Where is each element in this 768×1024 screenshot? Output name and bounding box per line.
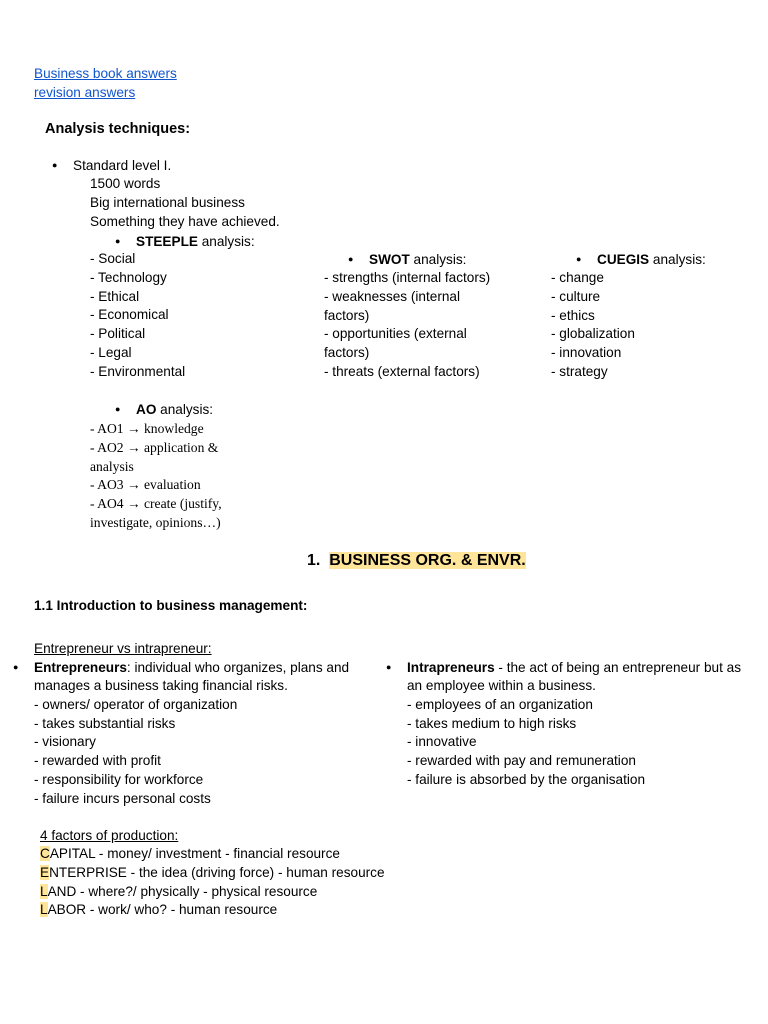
steeple-item: - Ethical bbox=[90, 288, 140, 304]
intrapreneurs-line: - takes medium to high risks bbox=[407, 715, 577, 731]
ao-name: AO bbox=[136, 402, 157, 417]
steeple-name: STEEPLE bbox=[136, 234, 198, 249]
section-title: BUSINESS ORG. & ENVR. bbox=[329, 552, 526, 569]
cuegis-item: - globalization bbox=[551, 326, 635, 342]
swot-item: factors) bbox=[324, 345, 370, 361]
intrapreneurs-line: - rewarded with pay and remuneration bbox=[407, 753, 636, 769]
cuegis-name: CUEGIS bbox=[597, 252, 650, 267]
intrapreneurs-line: - employees of an organization bbox=[407, 696, 593, 712]
steeple-suffix: analysis: bbox=[197, 234, 255, 249]
standard-line: Something they have achieved. bbox=[90, 213, 280, 229]
entrepreneurs-line: - owners/ operator of organization bbox=[34, 696, 238, 712]
cuegis-item: - ethics bbox=[551, 307, 595, 323]
entrepreneurs-definition bbox=[34, 658, 349, 677]
swot-item: - strengths (internal factors) bbox=[324, 270, 491, 285]
swot-item: - opportunities (external bbox=[324, 326, 467, 342]
entrepreneurs-line: - visionary bbox=[34, 734, 96, 750]
factor-text: APITAL - money/ investment - financial resource bbox=[49, 846, 340, 861]
ao-item: analysis bbox=[90, 458, 134, 474]
analysis-techniques-heading: Analysis techniques: bbox=[45, 121, 191, 137]
steeple-item: - Economical bbox=[90, 307, 169, 323]
factor-initial: L bbox=[40, 902, 48, 918]
cuegis-item: - innovation bbox=[551, 345, 622, 361]
ao-item: - AO3 → evaluation bbox=[90, 477, 201, 493]
entrepreneurs-line: manages a business taking financial risks. bbox=[34, 678, 288, 693]
steeple-item: - Social bbox=[90, 251, 136, 266]
entrepreneurs-line: - failure incurs personal costs bbox=[34, 790, 211, 806]
swot-suffix: analysis: bbox=[409, 252, 467, 267]
ao-item: - AO4 → create (justify, bbox=[90, 496, 222, 512]
factor-text: ABOR - work/ who? - human resource bbox=[47, 902, 278, 918]
ao-item: investigate, opinions…) bbox=[90, 514, 221, 530]
swot-item: - weaknesses (internal bbox=[324, 288, 460, 304]
section-heading bbox=[307, 551, 526, 570]
factors-heading: 4 factors of production: bbox=[40, 828, 179, 843]
factor-item bbox=[40, 845, 385, 864]
factor-text: AND - where?/ physically - physical resource bbox=[47, 883, 318, 899]
standard-level-bullet: ● Standard level I. bbox=[73, 156, 171, 175]
intrapreneurs-line: an employee within a business. bbox=[407, 678, 596, 693]
entrepreneurs-term: Entrepreneurs bbox=[34, 660, 127, 675]
swot-heading bbox=[369, 250, 466, 269]
revision-answers-link[interactable]: revision answers bbox=[34, 85, 136, 100]
ao-heading bbox=[136, 400, 213, 419]
factor-initial: C bbox=[40, 846, 50, 861]
entrepreneurs-list bbox=[34, 677, 288, 809]
swot-name: SWOT bbox=[369, 252, 410, 267]
factor-item bbox=[40, 901, 385, 920]
factor-initial: E bbox=[40, 864, 50, 880]
entrepreneurs-line: - takes substantial risks bbox=[34, 715, 176, 731]
intrapreneurs-list bbox=[407, 677, 645, 790]
standard-details bbox=[90, 175, 280, 231]
ao-item: - AO2 → application & bbox=[90, 439, 219, 455]
factor-text: NTERPRISE - the idea (driving force) - human resource bbox=[49, 864, 385, 880]
entrepreneurs-line: - responsibility for workforce bbox=[34, 771, 204, 787]
business-book-answers-link[interactable]: Business book answers bbox=[34, 66, 177, 81]
intrapreneurs-line: - failure is absorbed by the organisation bbox=[407, 771, 646, 787]
steeple-item: - Political bbox=[90, 326, 146, 342]
section-number: 1. bbox=[307, 552, 321, 569]
steeple-list bbox=[90, 250, 185, 382]
ao-list bbox=[90, 420, 222, 533]
intrapreneurs-def: - the act of being an entrepreneur but as bbox=[494, 660, 742, 675]
swot-item: - threats (external factors) bbox=[324, 363, 480, 379]
cuegis-heading bbox=[597, 250, 706, 269]
steeple-item: - Environmental bbox=[90, 363, 186, 379]
cuegis-item: - strategy bbox=[551, 363, 608, 379]
subsection-heading: 1.1 Introduction to business management: bbox=[34, 598, 308, 613]
steeple-item: - Technology bbox=[90, 269, 167, 285]
entrepreneurs-def: : individual who organizes, plans and bbox=[126, 660, 350, 675]
ao-item: - AO1 → knowledge bbox=[90, 421, 204, 436]
factors-list bbox=[40, 845, 385, 920]
swot-list bbox=[324, 269, 490, 382]
cuegis-list bbox=[551, 269, 635, 382]
factor-initial: L bbox=[40, 883, 48, 899]
entrepreneurs-line: - rewarded with profit bbox=[34, 753, 161, 769]
factor-item bbox=[40, 864, 385, 883]
steeple-heading bbox=[136, 232, 255, 251]
standard-line: 1500 words bbox=[90, 176, 161, 191]
standard-line: Big international business bbox=[90, 194, 245, 210]
intrapreneurs-line: - innovative bbox=[407, 734, 477, 750]
cuegis-item: - culture bbox=[551, 288, 601, 304]
entrepreneur-vs-intrapreneur-heading: Entrepreneur vs intrapreneur: bbox=[34, 641, 212, 656]
cuegis-item: - change bbox=[551, 270, 604, 285]
intrapreneurs-term: Intrapreneurs bbox=[407, 660, 495, 675]
cuegis-suffix: analysis: bbox=[649, 252, 706, 267]
swot-item: factors) bbox=[324, 307, 370, 323]
intrapreneurs-definition bbox=[407, 658, 741, 677]
factor-item bbox=[40, 883, 385, 902]
ao-suffix: analysis: bbox=[156, 402, 214, 417]
steeple-item: - Legal bbox=[90, 344, 132, 360]
